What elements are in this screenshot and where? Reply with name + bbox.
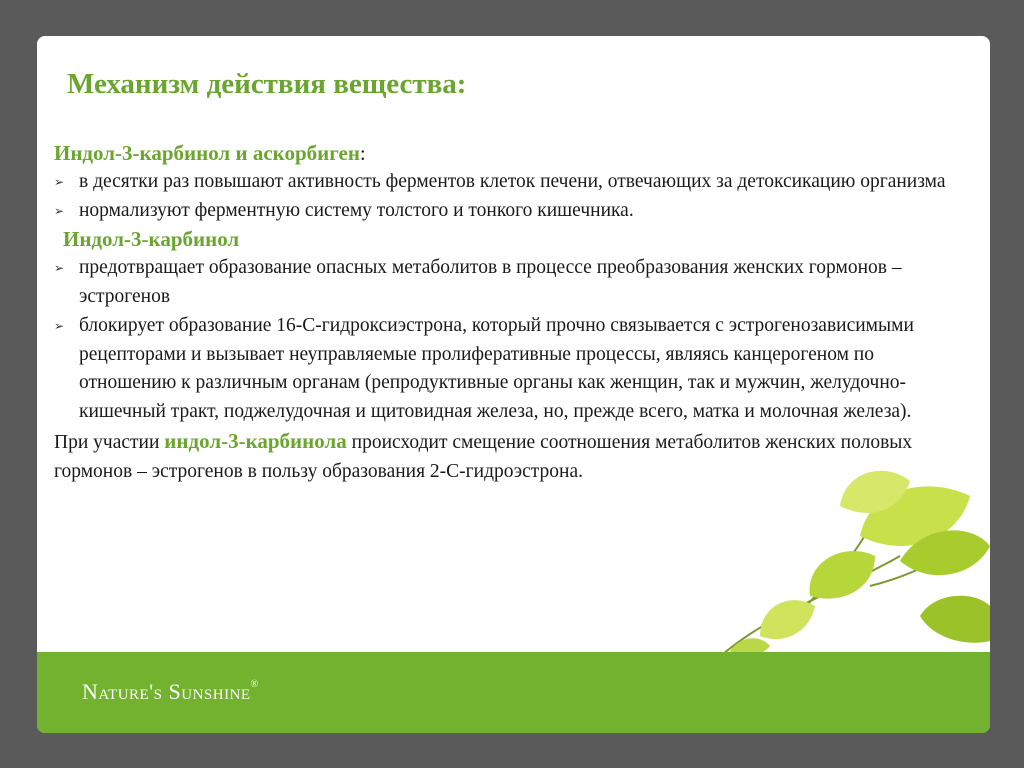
bullet-item — [54, 254, 954, 312]
section-heading-1-colon: : — [359, 141, 366, 165]
slide-content — [54, 139, 954, 487]
bullet-text: блокирует образование 16-С-гидроксиэстрона, который прочно связывается с эстрогенозависимыми рецепторами и вызывает неуправляемые пролиферативные процессы, являясь канцерогеном по отношению к различным органам (репродуктивные органы как женщин, так и мужчин, желудочно-кишечный тракт, поджелудочная и щитовидная железа, но, прежде всего, матка и молочная железа). — [79, 314, 914, 423]
bullet-text: в десятки раз повышают активность ферментов клеток печени, отвечающих за детоксикацию организма — [79, 170, 946, 192]
brand-name: Nature's Sunshine — [82, 679, 251, 704]
conclusion-prefix: При участии — [54, 431, 165, 453]
ginkgo-leaves-image — [670, 466, 990, 666]
section-heading-2: Индол-3-карбинол — [63, 227, 240, 252]
bullet-arrow-icon: ➢ — [54, 261, 65, 276]
bullet-text: нормализуют ферментную систему толстого и тонкого кишечника. — [79, 199, 634, 221]
bullet-arrow-icon: ➢ — [54, 203, 65, 218]
slide — [37, 36, 990, 733]
brand-logo — [82, 679, 259, 705]
bullet-item — [54, 312, 954, 427]
bullet-item — [54, 168, 954, 197]
registered-mark: ® — [250, 679, 259, 690]
conclusion-paragraph — [54, 427, 954, 487]
slide-title: Механизм действия вещества: — [67, 68, 467, 100]
section-heading-1 — [54, 139, 954, 168]
bullet-arrow-icon: ➢ — [54, 318, 65, 333]
bullet-text: предотвращает образование опасных метаболитов в процессе преобразования женских гормонов – эстрогенов — [79, 257, 902, 307]
conclusion-highlight: индол-3-карбинола — [164, 428, 347, 453]
footer-bar — [37, 652, 990, 733]
section-heading-1-text: Индол-3-карбинол и аскорбиген — [54, 141, 360, 165]
bullet-item — [54, 197, 954, 226]
conclusion-suffix: происходит смещение соотношения метаболитов женских половых гормонов – эстрогенов в пользу образования 2-С-гидроэстрона. — [54, 431, 913, 482]
bullet-arrow-icon: ➢ — [54, 174, 65, 189]
